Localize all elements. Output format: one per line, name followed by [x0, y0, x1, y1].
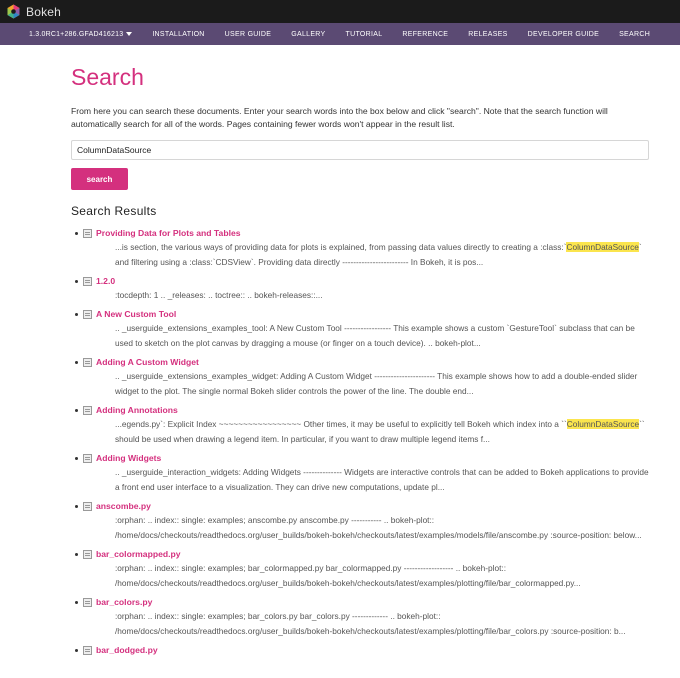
document-icon — [83, 646, 92, 655]
context-text: ...egends.py`: Explicit Index ~~~~~~~~~~~~~~~~~ Other times, it may be useful to explicitly tell Bokeh which index into a `` — [115, 419, 567, 429]
nav-reference[interactable]: REFERENCE — [402, 30, 449, 38]
search-result-item — [71, 549, 649, 591]
search-result-item — [71, 228, 649, 270]
document-icon — [83, 358, 92, 367]
context-text: ` and filtering using a :class:`CDSView`. Providing data directly ------------------------ In Bokeh, it is pos... — [115, 242, 642, 267]
document-icon — [83, 598, 92, 607]
document-icon — [83, 310, 92, 319]
search-instructions: From here you can search these documents. Enter your search words into the box below and click "search". Note that the search function will automatically search for all of the words. Pages containing fewer words won't appear in the result list. — [71, 106, 608, 129]
bullet-icon — [75, 313, 78, 316]
result-title-link[interactable]: bar_colormapped.py — [96, 549, 181, 559]
search-results-list — [71, 228, 649, 656]
nav-gallery[interactable]: GALLERY — [291, 30, 326, 38]
document-icon — [83, 454, 92, 463]
search-result-item — [71, 276, 649, 303]
context-text: :orphan: .. index:: single: examples; bar_colors.py bar_colors.py ------------- .. bokeh-plot:: /home/docs/checkouts/readthedocs.org/user_builds/bokeh-bokeh/checkouts/latest/examples/plotting/file/bar_colors.py :source-position: b... — [115, 611, 626, 636]
bullet-icon — [75, 553, 78, 556]
nav-search[interactable]: SEARCH — [619, 30, 651, 38]
result-context — [96, 609, 649, 639]
search-result-item — [71, 357, 649, 399]
context-text: :tocdepth: 1 .. _releases: .. toctree:: .. bokeh-releases::... — [115, 290, 323, 300]
search-result-item — [71, 645, 649, 656]
result-context — [96, 321, 649, 351]
document-icon — [83, 550, 92, 559]
search-form — [71, 140, 649, 190]
result-title-link[interactable]: Adding Annotations — [96, 405, 178, 415]
result-title-link[interactable]: 1.2.0 — [96, 276, 116, 286]
result-title-link[interactable]: bar_dodged.py — [96, 645, 158, 655]
result-context — [96, 513, 649, 543]
version-label: 1.3.0RC1+286.GFAD416213 — [29, 30, 124, 38]
result-title-link[interactable]: Adding A Custom Widget — [96, 357, 199, 367]
bullet-icon — [75, 409, 78, 412]
context-text: :orphan: .. index:: single: examples; bar_colormapped.py bar_colormapped.py ------------------ .. bokeh-plot:: /home/docs/checkouts/readthedocs.org/user_builds/bokeh-bokeh/checkouts/latest/examples/plotting/file/bar_colormapped.py... — [115, 563, 581, 588]
search-result-item — [71, 405, 649, 447]
nav-user-guide[interactable]: USER GUIDE — [224, 30, 272, 38]
nav-tutorial[interactable]: TUTORIAL — [345, 30, 383, 38]
document-icon — [83, 277, 92, 286]
context-text: ...is section, the various ways of providing data for plots is explained, from passing data values directly to creating a :class:` — [115, 242, 567, 252]
context-text: `` should be used when drawing a legend item. In particular, if you want to draw multiple legend items f... — [115, 419, 645, 444]
result-context — [96, 240, 649, 270]
bullet-icon — [75, 505, 78, 508]
result-title-link[interactable]: bar_colors.py — [96, 597, 153, 607]
context-text: .. _userguide_extensions_examples_tool: A New Custom Tool ----------------- This example shows a custom `GestureTool` subclass that can be used to sketch on the plot canvas by dragging a mouse (or finger on a touch device). .. bokeh-plot... — [115, 323, 635, 348]
highlighted-term: ColumnDataSource — [566, 419, 640, 429]
search-result-item — [71, 501, 649, 543]
result-title-link[interactable]: A New Custom Tool — [96, 309, 177, 319]
nav-developer-guide[interactable]: DEVELOPER GUIDE — [527, 30, 600, 38]
caret-down-icon — [126, 32, 132, 36]
document-icon — [83, 406, 92, 415]
context-text: :orphan: .. index:: single: examples; anscombe.py anscombe.py ----------- .. bokeh-plot:: /home/docs/checkouts/readthedocs.org/user_builds/bokeh-bokeh/checkouts/latest/examples/models/file/anscombe.py :source-position: below... — [115, 515, 642, 540]
bullet-icon — [75, 361, 78, 364]
brand-name[interactable]: Bokeh — [26, 4, 62, 19]
result-context — [96, 465, 649, 495]
main-nav — [0, 23, 680, 45]
result-context — [96, 417, 649, 447]
main-content — [0, 64, 680, 656]
context-text: .. _userguide_extensions_examples_widget: Adding A Custom Widget ---------------------- This example shows how to add a double-ended slider widget to the plot. The single normal Bokeh slider controls the power of the line. The double end... — [115, 371, 638, 396]
page-title: Search — [71, 64, 144, 90]
bullet-icon — [75, 280, 78, 283]
bullet-icon — [75, 649, 78, 652]
highlighted-term: ColumnDataSource — [566, 242, 639, 252]
search-button[interactable]: search — [71, 168, 128, 190]
bullet-icon — [75, 601, 78, 604]
search-result-item — [71, 309, 649, 351]
search-result-item — [71, 597, 649, 639]
result-title-link[interactable]: Adding Widgets — [96, 453, 162, 463]
context-text: .. _userguide_interaction_widgets: Adding Widgets -------------- Widgets are interactive controls that can be added to Bokeh applications to provide a front end user interface to a visualization. They can drive new computations, update pl... — [115, 467, 649, 492]
results-heading: Search Results — [71, 204, 157, 218]
result-context — [96, 369, 649, 399]
top-bar — [0, 0, 680, 23]
bokeh-logo-icon[interactable] — [6, 4, 21, 19]
result-title-link[interactable]: Providing Data for Plots and Tables — [96, 228, 241, 238]
result-title-link[interactable]: anscombe.py — [96, 501, 151, 511]
version-dropdown[interactable] — [29, 31, 132, 38]
search-result-item — [71, 453, 649, 495]
nav-releases[interactable]: RELEASES — [468, 30, 508, 38]
result-context — [96, 561, 649, 591]
document-icon — [83, 229, 92, 238]
search-input[interactable] — [71, 140, 649, 160]
result-context — [96, 288, 649, 303]
bullet-icon — [75, 457, 78, 460]
bullet-icon — [75, 232, 78, 235]
nav-installation[interactable]: INSTALLATION — [152, 30, 205, 38]
document-icon — [83, 502, 92, 511]
